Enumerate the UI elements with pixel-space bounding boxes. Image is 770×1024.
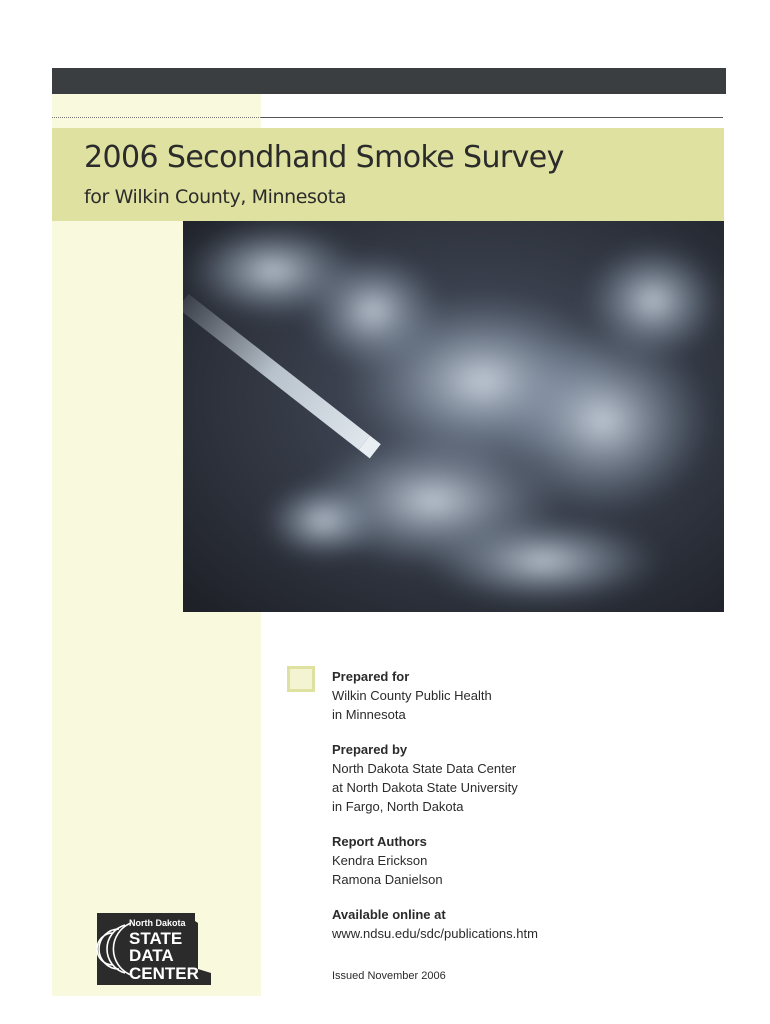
author-name: Ramona Danielson <box>332 872 443 887</box>
prepared-for-line: in Minnesota <box>332 707 406 722</box>
dotted-rule <box>52 117 261 118</box>
logo-line4: CENTER <box>129 964 199 983</box>
header-rule <box>261 117 723 118</box>
authors-label: Report Authors <box>332 834 427 849</box>
cigarette-smoke-photo <box>183 221 724 612</box>
online-label: Available online at <box>332 907 446 922</box>
bullet-marker <box>287 666 315 692</box>
prepared-for-section <box>332 667 712 724</box>
prepared-by-line: in Fargo, North Dakota <box>332 799 464 814</box>
report-info <box>332 667 712 959</box>
authors-section <box>332 832 712 889</box>
title-band <box>52 128 724 221</box>
logo-line2: STATE <box>129 929 183 948</box>
logo-line1: North Dakota <box>129 918 186 928</box>
author-name: Kendra Erickson <box>332 853 428 868</box>
prepared-for-line: Wilkin County Public Health <box>332 688 492 703</box>
prepared-by-section <box>332 740 712 816</box>
report-subtitle: for Wilkin County, Minnesota <box>84 186 347 208</box>
prepared-by-line: North Dakota State Data Center <box>332 761 517 776</box>
online-section <box>332 905 712 943</box>
logo-line3: DATA <box>129 946 174 965</box>
issued-date: Issued November 2006 <box>332 970 446 982</box>
report-title: 2006 Secondhand Smoke Survey <box>84 140 564 175</box>
top-bar <box>52 68 726 94</box>
prepared-for-label: Prepared for <box>332 669 410 684</box>
prepared-by-line: at North Dakota State University <box>332 780 518 795</box>
sdc-logo <box>95 913 215 990</box>
prepared-by-label: Prepared by <box>332 742 408 757</box>
publications-url[interactable]: www.ndsu.edu/sdc/publications.htm <box>332 926 538 941</box>
